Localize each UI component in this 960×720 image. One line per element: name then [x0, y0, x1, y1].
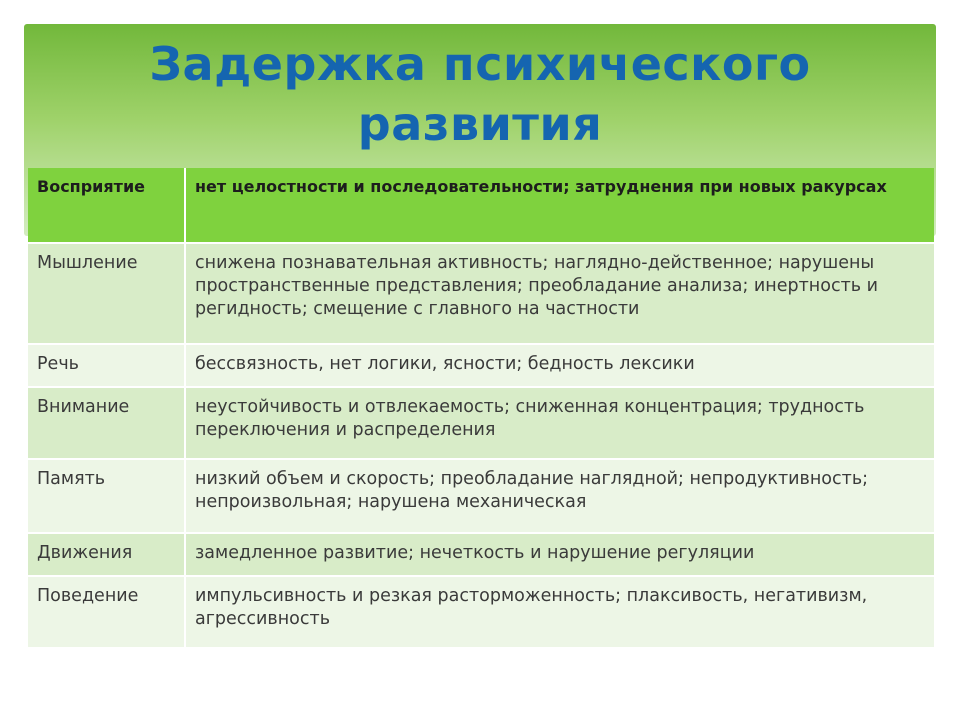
- row-value: неустойчивость и отвлекаемость; сниженная концентрация; трудность переключения и распределения: [185, 387, 934, 459]
- row-label: Мышление: [28, 243, 185, 344]
- table-header-label: Восприятие: [28, 168, 185, 243]
- table-header-row: [28, 168, 934, 243]
- slide-title: [24, 34, 936, 154]
- row-value: бессвязность, нет логики, ясности; бедность лексики: [185, 344, 934, 387]
- characteristics-table: [28, 168, 934, 647]
- row-label: Внимание: [28, 387, 185, 459]
- row-value: низкий объем и скорость; преобладание наглядной; непродуктивность; непроизвольная; нарушена механическая: [185, 459, 934, 533]
- table-row: [28, 533, 934, 576]
- row-value: снижена познавательная активность; наглядно-действенное; нарушены пространственные представления; преобладание анализа; инертность и регидность; смещение с главного на частности: [185, 243, 934, 344]
- table-row: [28, 576, 934, 647]
- table-row: [28, 243, 934, 344]
- slide-title-line-2: развития: [357, 97, 603, 151]
- row-label: Движения: [28, 533, 185, 576]
- row-label: Память: [28, 459, 185, 533]
- row-value: замедленное развитие; нечеткость и нарушение регуляции: [185, 533, 934, 576]
- table-row: [28, 344, 934, 387]
- row-label: Речь: [28, 344, 185, 387]
- row-value: импульсивность и резкая расторможенность; плаксивость, негативизм, агрессивность: [185, 576, 934, 647]
- table-row: [28, 387, 934, 459]
- table-row: [28, 459, 934, 533]
- row-label: Поведение: [28, 576, 185, 647]
- table-header-value: нет целостности и последовательности; затруднения при новых ракурсах: [185, 168, 934, 243]
- slide-title-line-1: Задержка психического: [149, 37, 811, 91]
